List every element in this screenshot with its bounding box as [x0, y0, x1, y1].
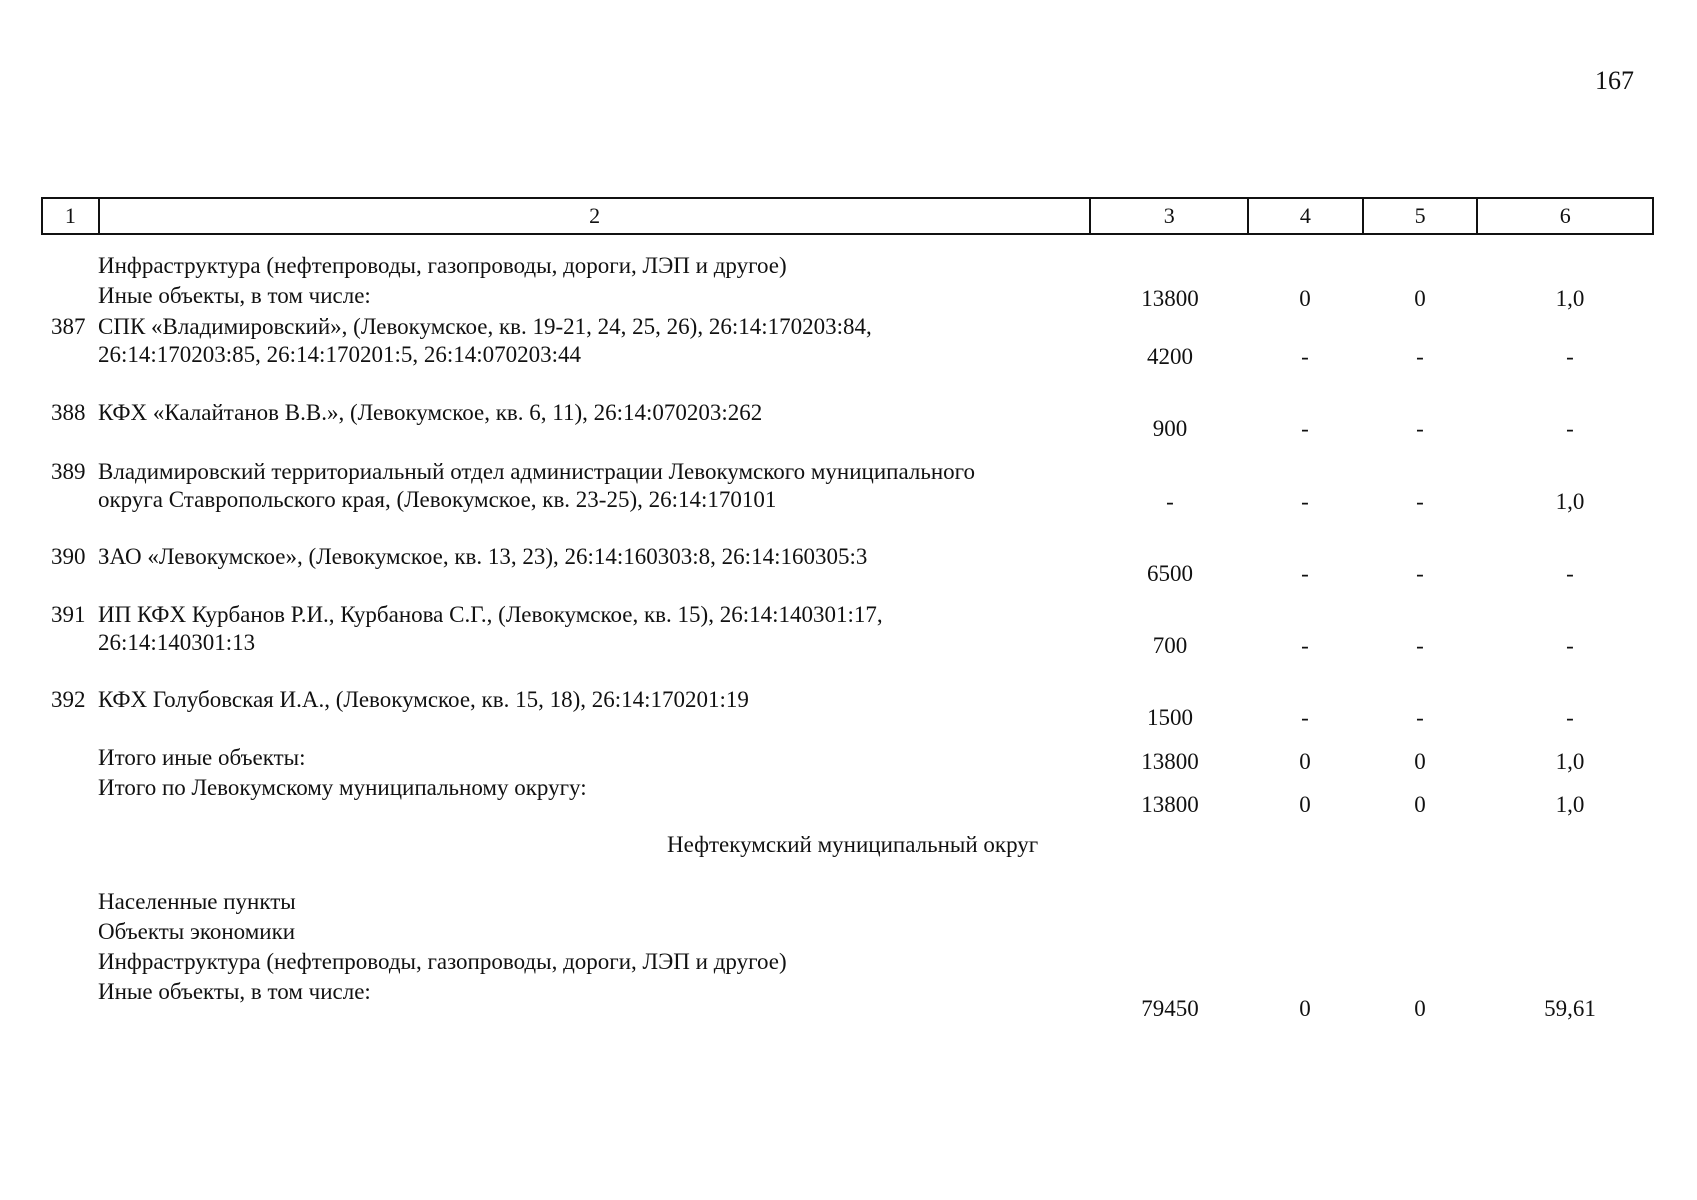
value-col-3: 79450: [1141, 996, 1199, 1021]
economy-objects-label: Объекты экономики: [98, 919, 296, 944]
value-col-5: -: [1416, 633, 1424, 658]
value-col-5: -: [1416, 489, 1424, 514]
value-col-5: 0: [1414, 792, 1426, 817]
value-col-3: 4200: [1147, 344, 1193, 369]
other-objects-label: Иные объекты, в том числе:: [98, 979, 371, 1004]
value-col-4: 0: [1299, 749, 1311, 774]
value-col-4: 0: [1299, 792, 1311, 817]
value-col-3: 1500: [1147, 705, 1193, 730]
value-col-6: -: [1566, 561, 1574, 586]
value-col-4: -: [1301, 344, 1309, 369]
value-col-6: 1,0: [1555, 286, 1585, 311]
settlements-label: Населенные пункты: [98, 889, 296, 914]
value-col-5: -: [1416, 705, 1424, 730]
value-col-4: -: [1301, 561, 1309, 586]
row-number: 387: [51, 314, 86, 339]
value-col-5: -: [1416, 561, 1424, 586]
value-col-5: 0: [1414, 749, 1426, 774]
value-col-3: 6500: [1147, 561, 1193, 586]
value-col-3: 700: [1152, 633, 1188, 658]
infrastructure-label: Инфраструктура (нефтепроводы, газопроводы, дороги, ЛЭП и другое): [98, 253, 787, 278]
row-text-line: ИП КФХ Курбанов Р.И., Курбанова С.Г., (Левокумское, кв. 15), 26:14:140301:17,: [98, 602, 883, 627]
row-text-line: СПК «Владимировский», (Левокумское, кв. 19-21, 24, 25, 26), 26:14:170203:84,: [98, 314, 872, 339]
row-text-line: КФХ «Калайтанов В.В.», (Левокумское, кв. 6, 11), 26:14:070203:262: [98, 400, 763, 425]
value-col-6: 1,0: [1555, 749, 1585, 774]
infrastructure-label: Инфраструктура (нефтепроводы, газопроводы, дороги, ЛЭП и другое): [98, 949, 787, 974]
header-col-5: 5: [1364, 199, 1479, 233]
row-number: 388: [51, 400, 86, 425]
value-col-5: 0: [1414, 996, 1426, 1021]
value-col-5: -: [1416, 416, 1424, 441]
page-number: 167: [1595, 66, 1634, 95]
value-col-5: -: [1416, 344, 1424, 369]
row-text-line: ЗАО «Левокумское», (Левокумское, кв. 13, 23), 26:14:160303:8, 26:14:160305:3: [98, 544, 868, 569]
value-col-4: -: [1301, 705, 1309, 730]
value-col-6: -: [1566, 633, 1574, 658]
header-col-4: 4: [1249, 199, 1364, 233]
header-col-2: 2: [100, 199, 1092, 233]
value-col-6: -: [1566, 344, 1574, 369]
row-text-line: округа Ставропольского края, (Левокумское, кв. 23-25), 26:14:170101: [98, 487, 777, 512]
value-col-6: -: [1566, 416, 1574, 441]
other-objects-label: Иные объекты, в том числе:: [98, 283, 371, 308]
row-text-line: 26:14:140301:13: [98, 630, 256, 655]
total-other-objects-label: Итого иные объекты:: [98, 745, 306, 770]
section-title: Нефтекумский муниципальный округ: [667, 832, 1039, 857]
value-col-3: 13800: [1141, 286, 1199, 311]
value-col-6: 59,61: [1544, 996, 1596, 1021]
value-col-4: -: [1301, 489, 1309, 514]
row-text-line: 26:14:170203:85, 26:14:170201:5, 26:14:070203:44: [98, 342, 582, 367]
total-district-label: Итого по Левокумскому муниципальному округу:: [98, 775, 587, 800]
value-col-5: 0: [1414, 286, 1426, 311]
row-number: 390: [51, 544, 86, 569]
value-col-3: 13800: [1141, 792, 1199, 817]
value-col-6: -: [1566, 705, 1574, 730]
value-col-4: -: [1301, 633, 1309, 658]
table-header: [41, 197, 1654, 235]
value-col-4: 0: [1299, 996, 1311, 1021]
value-col-3: 13800: [1141, 749, 1199, 774]
header-col-6: 6: [1559, 203, 1571, 228]
header-col-1: 1: [43, 199, 100, 233]
row-text-line: Владимировский территориальный отдел администрации Левокумского муниципального: [98, 459, 976, 484]
row-text-line: КФХ Голубовская И.А., (Левокумское, кв. 15, 18), 26:14:170201:19: [98, 687, 749, 712]
row-number: 392: [51, 687, 86, 712]
row-number: 391: [51, 602, 86, 627]
value-col-6: 1,0: [1555, 792, 1585, 817]
row-number: 389: [51, 459, 86, 484]
value-col-6: 1,0: [1555, 489, 1585, 514]
value-col-3: 900: [1152, 416, 1188, 441]
value-col-4: 0: [1299, 286, 1311, 311]
value-col-4: -: [1301, 416, 1309, 441]
value-col-3: -: [1166, 489, 1174, 514]
header-col-3: 3: [1091, 199, 1249, 233]
